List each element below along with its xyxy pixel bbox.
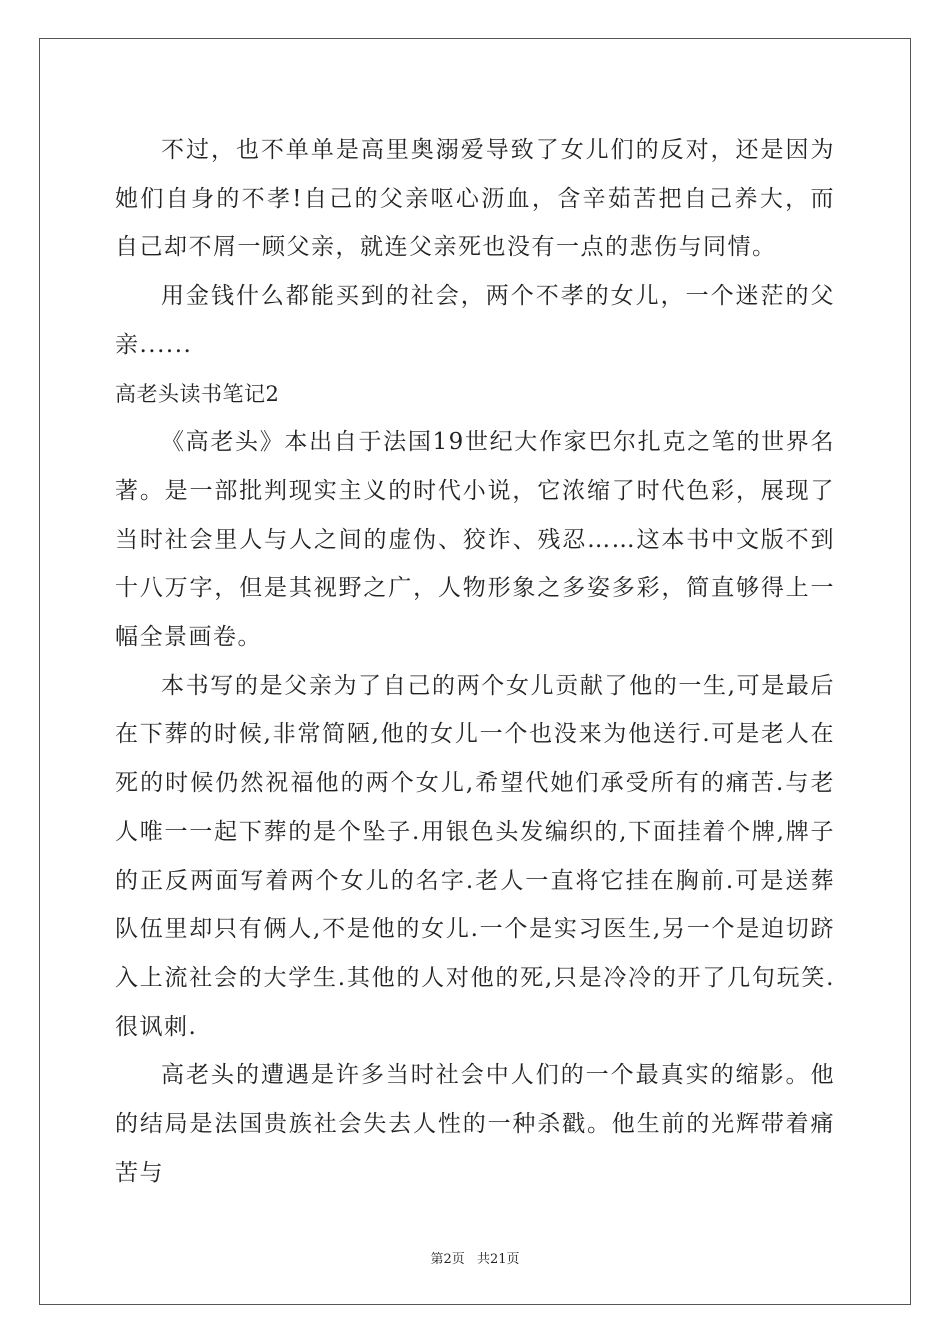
total-page-count: 共21页 bbox=[476, 1252, 520, 1267]
section-heading: 高老头读书笔记2 bbox=[115, 381, 280, 406]
paragraph: 本书写的是父亲为了自己的两个女儿贡献了他的一生,可是最后在下葬的时候,非常简陋,他的女儿一个也没来为他送行.可是老人在死的时候仍然祝福他的两个女儿,希望代她们承受所有的痛苦.与老人唯一一起下葬的是个坠子.用银色头发编织的,下面挂着个牌,牌子的正反两面写着两个女儿的名字.老人一直将它挂在胸前.可是送葬队伍里却只有俩人,不是他的女儿.一个是实习医生,另一个是迫切跻入上流社会的大学生.其他的人对他的死,只是冷冷的开了几句玩笑.很讽刺. bbox=[115, 672, 835, 1040]
document-body bbox=[115, 126, 835, 1197]
paragraph: 用金钱什么都能买到的社会，两个不孝的女儿，一个迷茫的父亲...... bbox=[115, 283, 835, 358]
current-page-number: 第2页 bbox=[430, 1252, 465, 1267]
paragraph: 不过，也不单单是高里奥溺爱导致了女儿们的反对，还是因为她们自身的不孝!自己的父亲呕心沥血，含辛茹苦把自己养大，而自己却不屑一顾父亲，就连父亲死也没有一点的悲伤与同情。 bbox=[115, 137, 835, 261]
paragraph: 《高老头》本出自于法国19世纪大作家巴尔扎克之笔的世界名著。是一部批判现实主义的时代小说，它浓缩了时代色彩，展现了当时社会里人与人之间的虚伪、狡诈、残忍……这本书中文版不到十八万字，但是其视野之广，人物形象之多姿多彩，简直够得上一幅全景画卷。 bbox=[115, 429, 835, 651]
paragraph: 高老头的遭遇是许多当时社会中人们的一个最真实的缩影。他的结局是法国贵族社会失去人性的一种杀戳。他生前的光辉带着痛苦与 bbox=[115, 1062, 835, 1186]
page-footer bbox=[0, 1248, 950, 1267]
